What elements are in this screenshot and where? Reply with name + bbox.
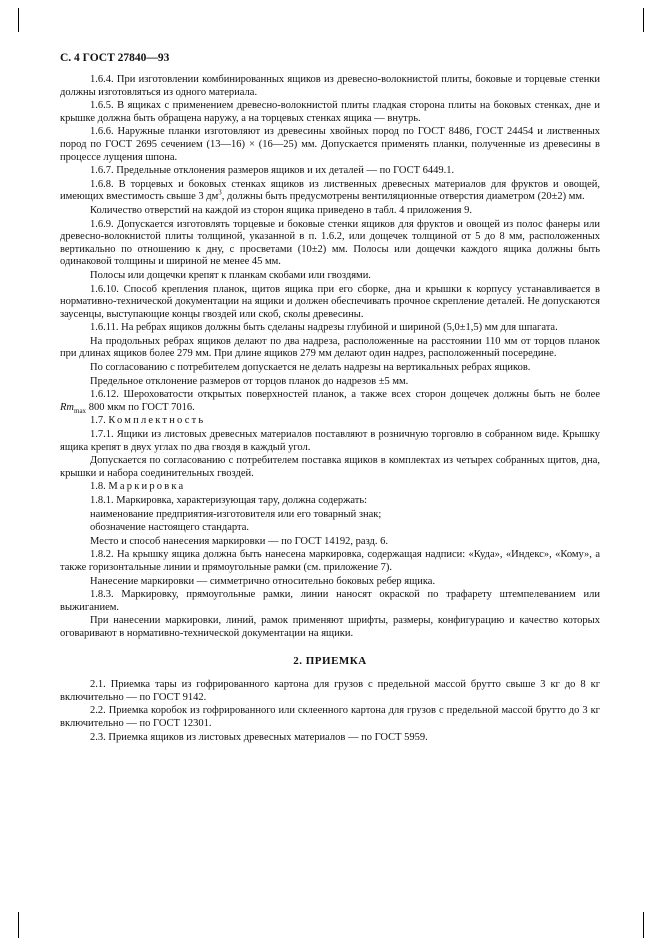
- paragraph-text: 1.6.8. В торцевых и боковых стенках ящиков из лиственных древесных материалов для фруктов и овощей, имеющих вместимость свыше 3 дм: [60, 178, 600, 203]
- paragraph: На продольных ребрах ящиков делают по два надреза, расположенные на расстоянии 110 мм от торцов планок при длинах ящиков более 279 мм. При длине ящиков 279 мм делают один надрез, расположенный посередине.: [60, 335, 600, 360]
- crop-mark-top-left: [18, 8, 19, 32]
- paragraph: 1.6.5. В ящиках с применением древесно-волокнистой плиты гладкая сторона плиты на боковых стенках, дне и крышке должна быть обращена наружу, а на торцевых стенках ящика — внутрь.: [60, 100, 600, 124]
- paragraph: Количество отверстий на каждой из сторон ящика приведено в табл. 4 приложения 9.: [90, 204, 473, 216]
- paragraph-text: 800 мкм по ГОСТ 7016.: [86, 401, 195, 413]
- paragraph: Нанесение маркировки — симметрично относительно боковых ребер ящика.: [90, 575, 436, 587]
- paragraph: обозначение настоящего стандарта.: [90, 522, 250, 534]
- paragraph: 1.6.4. При изготовлении комбинированных ящиков из древесно-волокнистой плиты, боковые и торцевые стенки должны изготовляться из одного материала.: [60, 74, 600, 98]
- paragraph: 2.2. Приемка коробок из гофрированного или склеенного картона для грузов с предельной массой брутто до 3 кг включительно — по ГОСТ 12301.: [60, 705, 600, 729]
- paragraph: 1.8.1. Маркировка, характеризующая тару, должна содержать:: [90, 495, 368, 506]
- superscript: 3: [218, 188, 222, 197]
- paragraph: 2.3. Приемка ящиков из листовых древесных материалов — по ГОСТ 5959.: [90, 731, 428, 743]
- body-text: [60, 74, 600, 744]
- paragraph: [60, 389, 600, 414]
- paragraph: 1.6.6. Наружные планки изготовляют из древесины хвойных пород по ГОСТ 8486, ГОСТ 24454 и лиственных пород по ГОСТ 2695 сечением (13—16) × (16—25) мм. Допускается применять планки, полученные из древесины в процессе лущения шпона.: [60, 126, 600, 163]
- symbol-rm: Rm: [60, 401, 74, 413]
- paragraph: По согласованию с потребителем допускается не делать надрезы на вертикальных ребрах ящиков.: [90, 362, 531, 374]
- subsection-heading: [60, 481, 600, 494]
- paragraph: 1.6.9. Допускается изготовлять торцевые и боковые стенки ящиков для фруктов и овощей из полос фанеры или древесно-волокнистой плиты толщиной, указанной в п. 1.6.2, или дощечек толщиной от 5 до 8 мм, расположенных вертикально по отношению к дну, с просветами (10±2) мм. Полосы или дощечки каждого ящика должны быть одинаковой толщины и шириной не менее 45 мм.: [60, 218, 600, 268]
- paragraph: 1.8.3. Маркировку, прямоугольные рамки, линии наносят окраской по трафарету штемпелеванием или выжиганием.: [60, 589, 600, 613]
- subsection-title: Маркировка: [108, 481, 186, 493]
- subsection-number: 1.8.: [90, 481, 106, 493]
- paragraph: При нанесении маркировки, линий, рамок применяют шрифты, размеры, конфигурацию и качество которых оговаривают в нормативно-технической документации на ящики.: [60, 615, 600, 639]
- paragraph: 1.8.2. На крышку ящика должна быть нанесена маркировка, содержащая надписи: «Куда», «Индекс», «Кому», а также горизонтальные линии и прямоугольные рамки (см. приложение 7).: [60, 549, 600, 573]
- paragraph: Допускается по согласованию с потребителем поставка ящиков в комплектах из четырех собранных щитов, дна, крышки и набора соединительных гвоздей.: [60, 455, 600, 479]
- paragraph: Предельное отклонение размеров от торцов планок до надрезов ±5 мм.: [90, 375, 409, 387]
- crop-mark-top-right: [643, 8, 644, 32]
- section-title: 2. ПРИЕМКА: [293, 654, 367, 667]
- crop-mark-bottom-left: [18, 912, 19, 938]
- paragraph: 2.1. Приемка тары из гофрированного картона для грузов с предельной массой брутто свыше 3 кг до 8 кг включительно — по ГОСТ 9142.: [60, 679, 600, 703]
- subsection-title: Комплектность: [108, 415, 206, 427]
- page-header: С. 4 ГОСТ 27840—93: [60, 52, 170, 64]
- subscript: max: [74, 406, 87, 415]
- paragraph: 1.6.10. Способ крепления планок, щитов ящика при его сборке, дна и крышки к корпусу устанавливается в нормативно-технической документации на ящики и должен обеспечивать прочное скрепление деталей. Не допускаются заусенцы, выступающие концы гвоздей или скоб, сколы древесины.: [60, 283, 600, 320]
- subsection-heading: [60, 415, 600, 428]
- paragraph-text: , должны быть предусмотрены вентиляционные отверстия диаметром (20±2) мм.: [221, 191, 585, 203]
- subsection-number: 1.7.: [90, 415, 106, 427]
- paragraph: 1.6.7. Предельные отклонения размеров ящиков и их деталей — по ГОСТ 6449.1.: [90, 165, 455, 177]
- crop-mark-bottom-right: [643, 912, 644, 938]
- paragraph-text: 1.6.12. Шероховатости открытых поверхностей планок, а также всех сторон дощечек должны быть не более: [90, 389, 600, 401]
- paragraph: наименование предприятия-изготовителя или его товарный знак;: [90, 508, 382, 520]
- paragraph: 1.6.11. На ребрах ящиков должны быть сделаны надрезы глубиной и шириной (5,0±1,5) мм для шпагата.: [90, 322, 558, 334]
- paragraph: [60, 179, 600, 204]
- paragraph: Полосы или дощечки крепят к планкам скобами или гвоздями.: [90, 269, 371, 281]
- paragraph: Место и способ нанесения маркировки — по ГОСТ 14192, разд. 6.: [90, 535, 389, 547]
- paragraph: 1.7.1. Ящики из листовых древесных материалов поставляют в розничную торговлю в собранном виде. Крышку ящика крепят в двух углах по два гвоздя в каждый угол.: [60, 429, 600, 453]
